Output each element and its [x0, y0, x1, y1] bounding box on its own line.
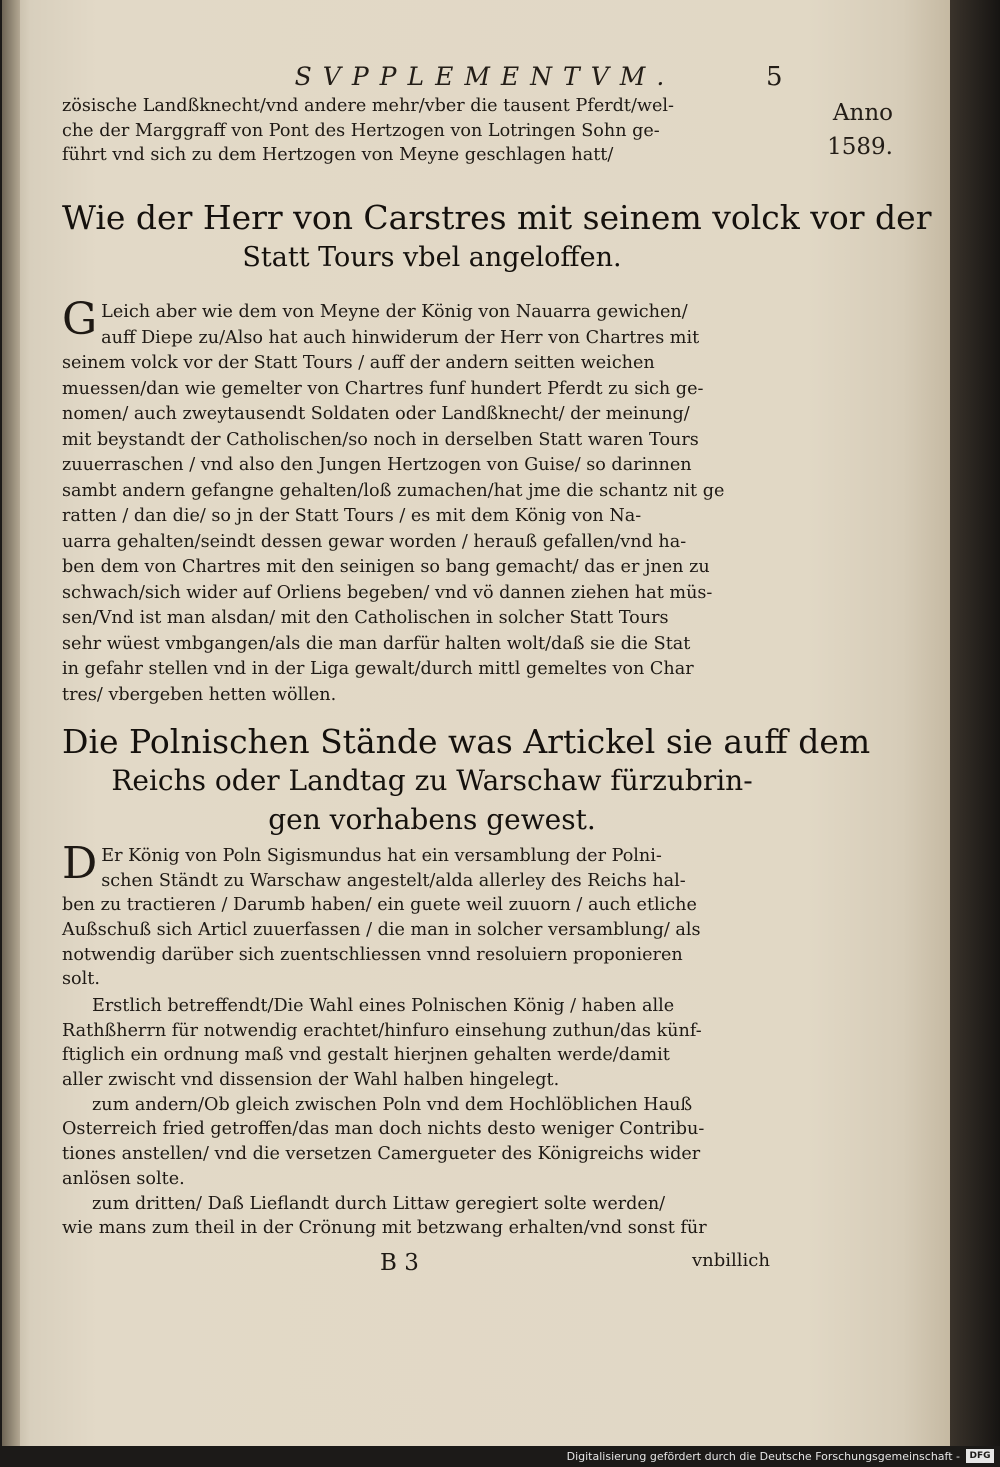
text-line: muessen/dan wie gemelter von Chartres funf hundert Pferdt zu sich ge- — [62, 378, 704, 399]
text-line: in gefahr stellen vnd in der Liga gewalt/durch mittl gemeltes von Char — [62, 659, 694, 679]
text-line: sambt andern gefangne gehalten/loß zumachen/hat jme die schantz nit ge — [62, 480, 725, 501]
drop-initial: G — [62, 294, 98, 345]
text-line: ben dem von Chartres mit den seinigen so bang gemacht/ das er jnen zu — [62, 557, 710, 577]
text-line: schen Ständt zu Warschaw angestelt/alda allerley des Reichs hal- — [101, 870, 686, 891]
text-line: tiones anstellen/ vnd die versetzen Camergueter des Königreichs wider — [62, 1144, 701, 1165]
text-line: Rathßherrn für notwendig erachtet/hinfuro einsehung zuthun/das künf- — [62, 1020, 702, 1041]
running-head: SVPPLEMENTVM. — [294, 62, 676, 91]
text-line: Außschuß sich Articl zuuerfassen / die man in solcher versamblung/ als — [62, 920, 701, 941]
text-line: uarra gehalten/seindt dessen gewar worden / herauß gefallen/vnd ha- — [62, 531, 687, 552]
drop-initial: D — [62, 838, 98, 889]
text-line: wie mans zum theil in der Crönung mit betzwang erhalten/vnd sonst für — [62, 1218, 707, 1239]
text-line: Osterreich fried getroffen/das man doch nichts desto weniger Contribu- — [62, 1119, 705, 1140]
text-line: Erstlich betreffendt/Die Wahl eines Polnischen König / haben alle — [92, 996, 675, 1016]
text-line: auff Diepe zu/Also hat auch hinwiderum der Herr von Chartres mit — [101, 327, 700, 348]
text-line: zösische Landßknecht/vnd andere mehr/vber die tausent Pferdt/wel- — [62, 96, 674, 116]
paragraph-2 — [62, 838, 792, 992]
text-line: seinem volck vor der Statt Tours / auff der andern seitten weichen — [62, 353, 655, 373]
text-line: tres/ vbergeben hetten wöllen. — [62, 684, 337, 705]
text-line: ftiglich ein ordnung maß vnd gestalt hierjnen gehalten werde/damit — [62, 1045, 670, 1066]
catchword: vnbillich — [692, 1250, 770, 1271]
text-line: ratten / dan die/ so jn der Statt Tours / es mit dem König von Na- — [62, 506, 642, 526]
text-line: ben zu tractieren / Darumb haben/ ein guete weil zuuorn / auch etliche — [62, 895, 697, 916]
text-line: D Er König von Poln Sigismundus hat ein versamblung der Polni- — [62, 838, 662, 889]
text-line: schwach/sich wider auf Orliens begeben/ vnd vö dannen ziehen hat müs- — [62, 582, 713, 603]
margin-note-word: Anno — [832, 100, 893, 126]
text-line: zum andern/Ob gleich zwischen Poln vnd dem Hochlöblichen Hauß — [92, 1094, 693, 1115]
text-line: sehr wüest vmbgangen/als die man darfür halten wolt/daß sie die Stat — [62, 633, 691, 654]
heading-line: Wie der Herr von Carstres mit seinem volck vor der — [62, 198, 932, 237]
section-heading-1 — [62, 196, 932, 276]
text-line: aller zwischt vnd dissension der Wahl halben hingelegt. — [62, 1070, 560, 1091]
page-number: 5 — [766, 62, 783, 92]
paragraph-1 — [62, 294, 792, 708]
paragraph-3 — [62, 994, 792, 1241]
text-line: sen/Vnd ist man alsdan/ mit den Catholischen in solcher Statt Tours — [62, 608, 669, 628]
heading-line: Statt Tours vbel angeloffen. — [242, 242, 622, 273]
margin-note — [813, 96, 893, 164]
margin-note-year: 1589. — [827, 134, 893, 160]
text-line: nomen/ auch zweytausendt Soldaten oder Landßknecht/ der meinung/ — [62, 404, 690, 424]
text-line: anlösen solte. — [62, 1168, 185, 1189]
heading-line: Reichs oder Landtag zu Warschaw fürzubrin- — [111, 764, 753, 797]
text-line: zuuerraschen / vnd also den Jungen Hertzogen von Guise/ so darinnen — [62, 455, 692, 475]
text-line: mit beystandt der Catholischen/so noch in derselben Statt waren Tours — [62, 429, 699, 450]
page-gutter — [2, 0, 20, 1446]
text-line: zum dritten/ Daß Lieflandt durch Littaw geregiert solte werden/ — [92, 1193, 666, 1214]
dfg-logo: DFG — [966, 1449, 994, 1463]
heading-line: gen vorhabens gewest. — [268, 803, 596, 836]
text-line: führt vnd sich zu dem Hertzogen von Meyne geschlagen hatt/ — [62, 145, 614, 166]
book-edge — [950, 0, 1000, 1446]
signature-mark: B 3 — [380, 1250, 419, 1276]
top-paragraph — [62, 94, 792, 168]
text-line: che der Marggraff von Pont des Hertzogen von Lotringen Sohn ge- — [62, 120, 660, 141]
section-heading-2 — [62, 722, 871, 839]
text-line: notwendig darüber sich zuentschliessen vnnd resoluiern proponieren — [62, 944, 683, 965]
heading-line: Die Polnischen Stände was Artickel sie auff dem — [62, 722, 871, 761]
text-line: solt. — [62, 969, 100, 990]
text-line: G Leich aber wie dem von Meyne der König von Nauarra gewichen/ — [62, 294, 688, 345]
digitization-credit: Digitalisierung gefördert durch die Deutsche Forschungsgemeinschaft - — [0, 1446, 1000, 1467]
